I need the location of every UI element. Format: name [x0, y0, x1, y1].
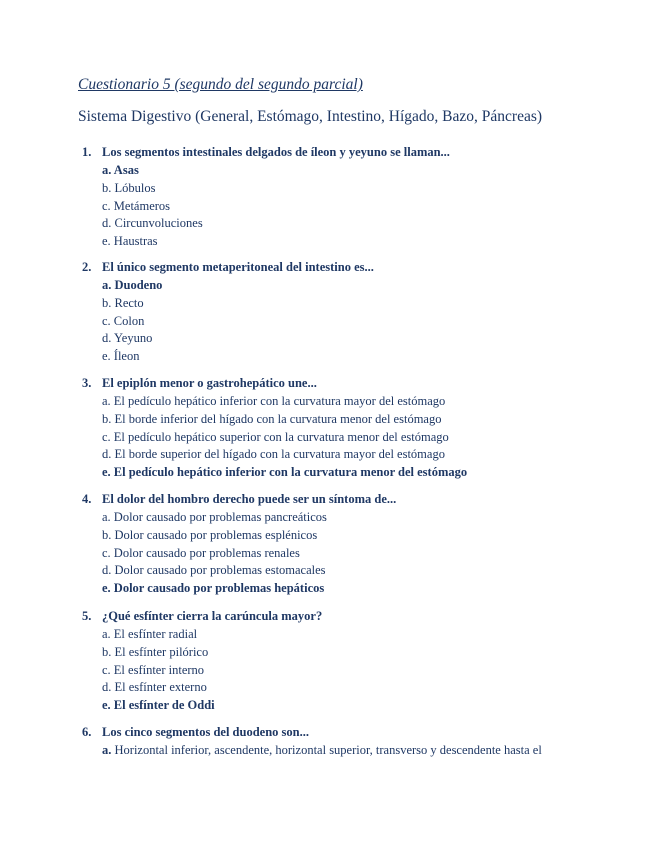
answer-option — [102, 544, 300, 562]
question-text: Los segmentos intestinales delgados de íleon y yeyuno se llaman... — [102, 145, 450, 159]
option-text: a. Duodeno — [102, 278, 163, 292]
option-text: e. Dolor causado por problemas hepáticos — [102, 581, 325, 596]
option-text: e. Haustras — [102, 234, 158, 249]
option-text: Horizontal inferior, ascendente, horizontal superior, transverso y descendente hasta el — [111, 743, 542, 757]
option-text: b. Dolor causado por problemas esplénicos — [102, 527, 318, 542]
answer-option — [102, 508, 327, 526]
option-text: e. El pedículo hepático inferior con la curvatura menor del estómago — [102, 465, 468, 480]
question-number: 3. — [82, 376, 92, 390]
answer-option — [102, 329, 152, 347]
answer-option — [102, 643, 208, 661]
answer-option — [102, 678, 207, 696]
answer-option — [102, 214, 203, 232]
page-subtitle: Sistema Digestivo (General, Estómago, Intestino, Hígado, Bazo, Páncreas) — [78, 108, 543, 125]
answer-option — [102, 561, 326, 579]
question-text: El epiplón menor o gastrohepático une... — [102, 376, 317, 390]
option-text: d. El esfínter externo — [102, 680, 207, 695]
question-text: El único segmento metaperitoneal del intestino es... — [102, 260, 374, 274]
answer-option — [102, 428, 449, 446]
option-text: b. Recto — [102, 295, 144, 310]
answer-option-correct — [102, 276, 162, 294]
option-text: a. Dolor causado por problemas pancreáticos — [102, 510, 327, 524]
option-text: a. Asas — [102, 163, 139, 177]
option-text: c. Metámeros — [102, 198, 171, 213]
option-text: b. El esfínter pilórico — [102, 644, 209, 659]
answer-option — [102, 741, 542, 759]
answer-option-correct — [102, 579, 324, 597]
answer-option — [102, 294, 144, 312]
answer-option — [102, 445, 445, 463]
option-text: c. Dolor causado por problemas renales — [102, 545, 300, 560]
answer-option — [102, 661, 204, 679]
option-text: c. El esfínter interno — [102, 662, 205, 677]
answer-option — [102, 312, 144, 330]
answer-option-correct — [102, 696, 215, 714]
option-text: b. Lóbulos — [102, 180, 156, 195]
option-text: b. El borde inferior del hígado con la curvatura menor del estómago — [102, 411, 442, 426]
answer-option — [102, 410, 441, 428]
answer-option-correct — [102, 161, 139, 179]
question-number: 6. — [82, 725, 92, 739]
option-text: d. El borde superior del hígado con la curvatura mayor del estómago — [102, 447, 445, 462]
question-text: Los cinco segmentos del duodeno son... — [102, 725, 309, 739]
option-text: c. Colon — [102, 313, 145, 328]
option-text: c. El pedículo hepático superior con la curvatura menor del estómago — [102, 429, 449, 444]
option-text: a. El pedículo hepático inferior con la curvatura mayor del estómago — [102, 394, 446, 408]
option-text: d. Dolor causado por problemas estomacales — [102, 563, 326, 578]
option-text: a. El esfínter radial — [102, 627, 198, 641]
answer-option — [102, 232, 158, 250]
answer-option-correct — [102, 463, 467, 481]
answer-option — [102, 526, 317, 544]
answer-option — [102, 625, 197, 643]
option-text: d. Circunvoluciones — [102, 216, 203, 231]
answer-option — [102, 392, 445, 410]
question-number: 4. — [82, 492, 92, 506]
question-number: 2. — [82, 260, 92, 274]
option-text: d. Yeyuno — [102, 331, 153, 346]
option-text: e. Íleon — [102, 349, 140, 364]
option-text: e. El esfínter de Oddi — [102, 698, 215, 713]
question-number: 1. — [82, 145, 92, 159]
question-number: 5. — [82, 609, 92, 623]
answer-option — [102, 197, 170, 215]
answer-option — [102, 347, 139, 365]
page-title: Cuestionario 5 (segundo del segundo parcial) — [78, 76, 363, 93]
option-prefix: a. — [102, 743, 112, 757]
answer-option — [102, 179, 155, 197]
question-text: ¿Qué esfínter cierra la carúncula mayor? — [102, 609, 323, 623]
question-text: El dolor del hombro derecho puede ser un síntoma de... — [102, 492, 397, 506]
